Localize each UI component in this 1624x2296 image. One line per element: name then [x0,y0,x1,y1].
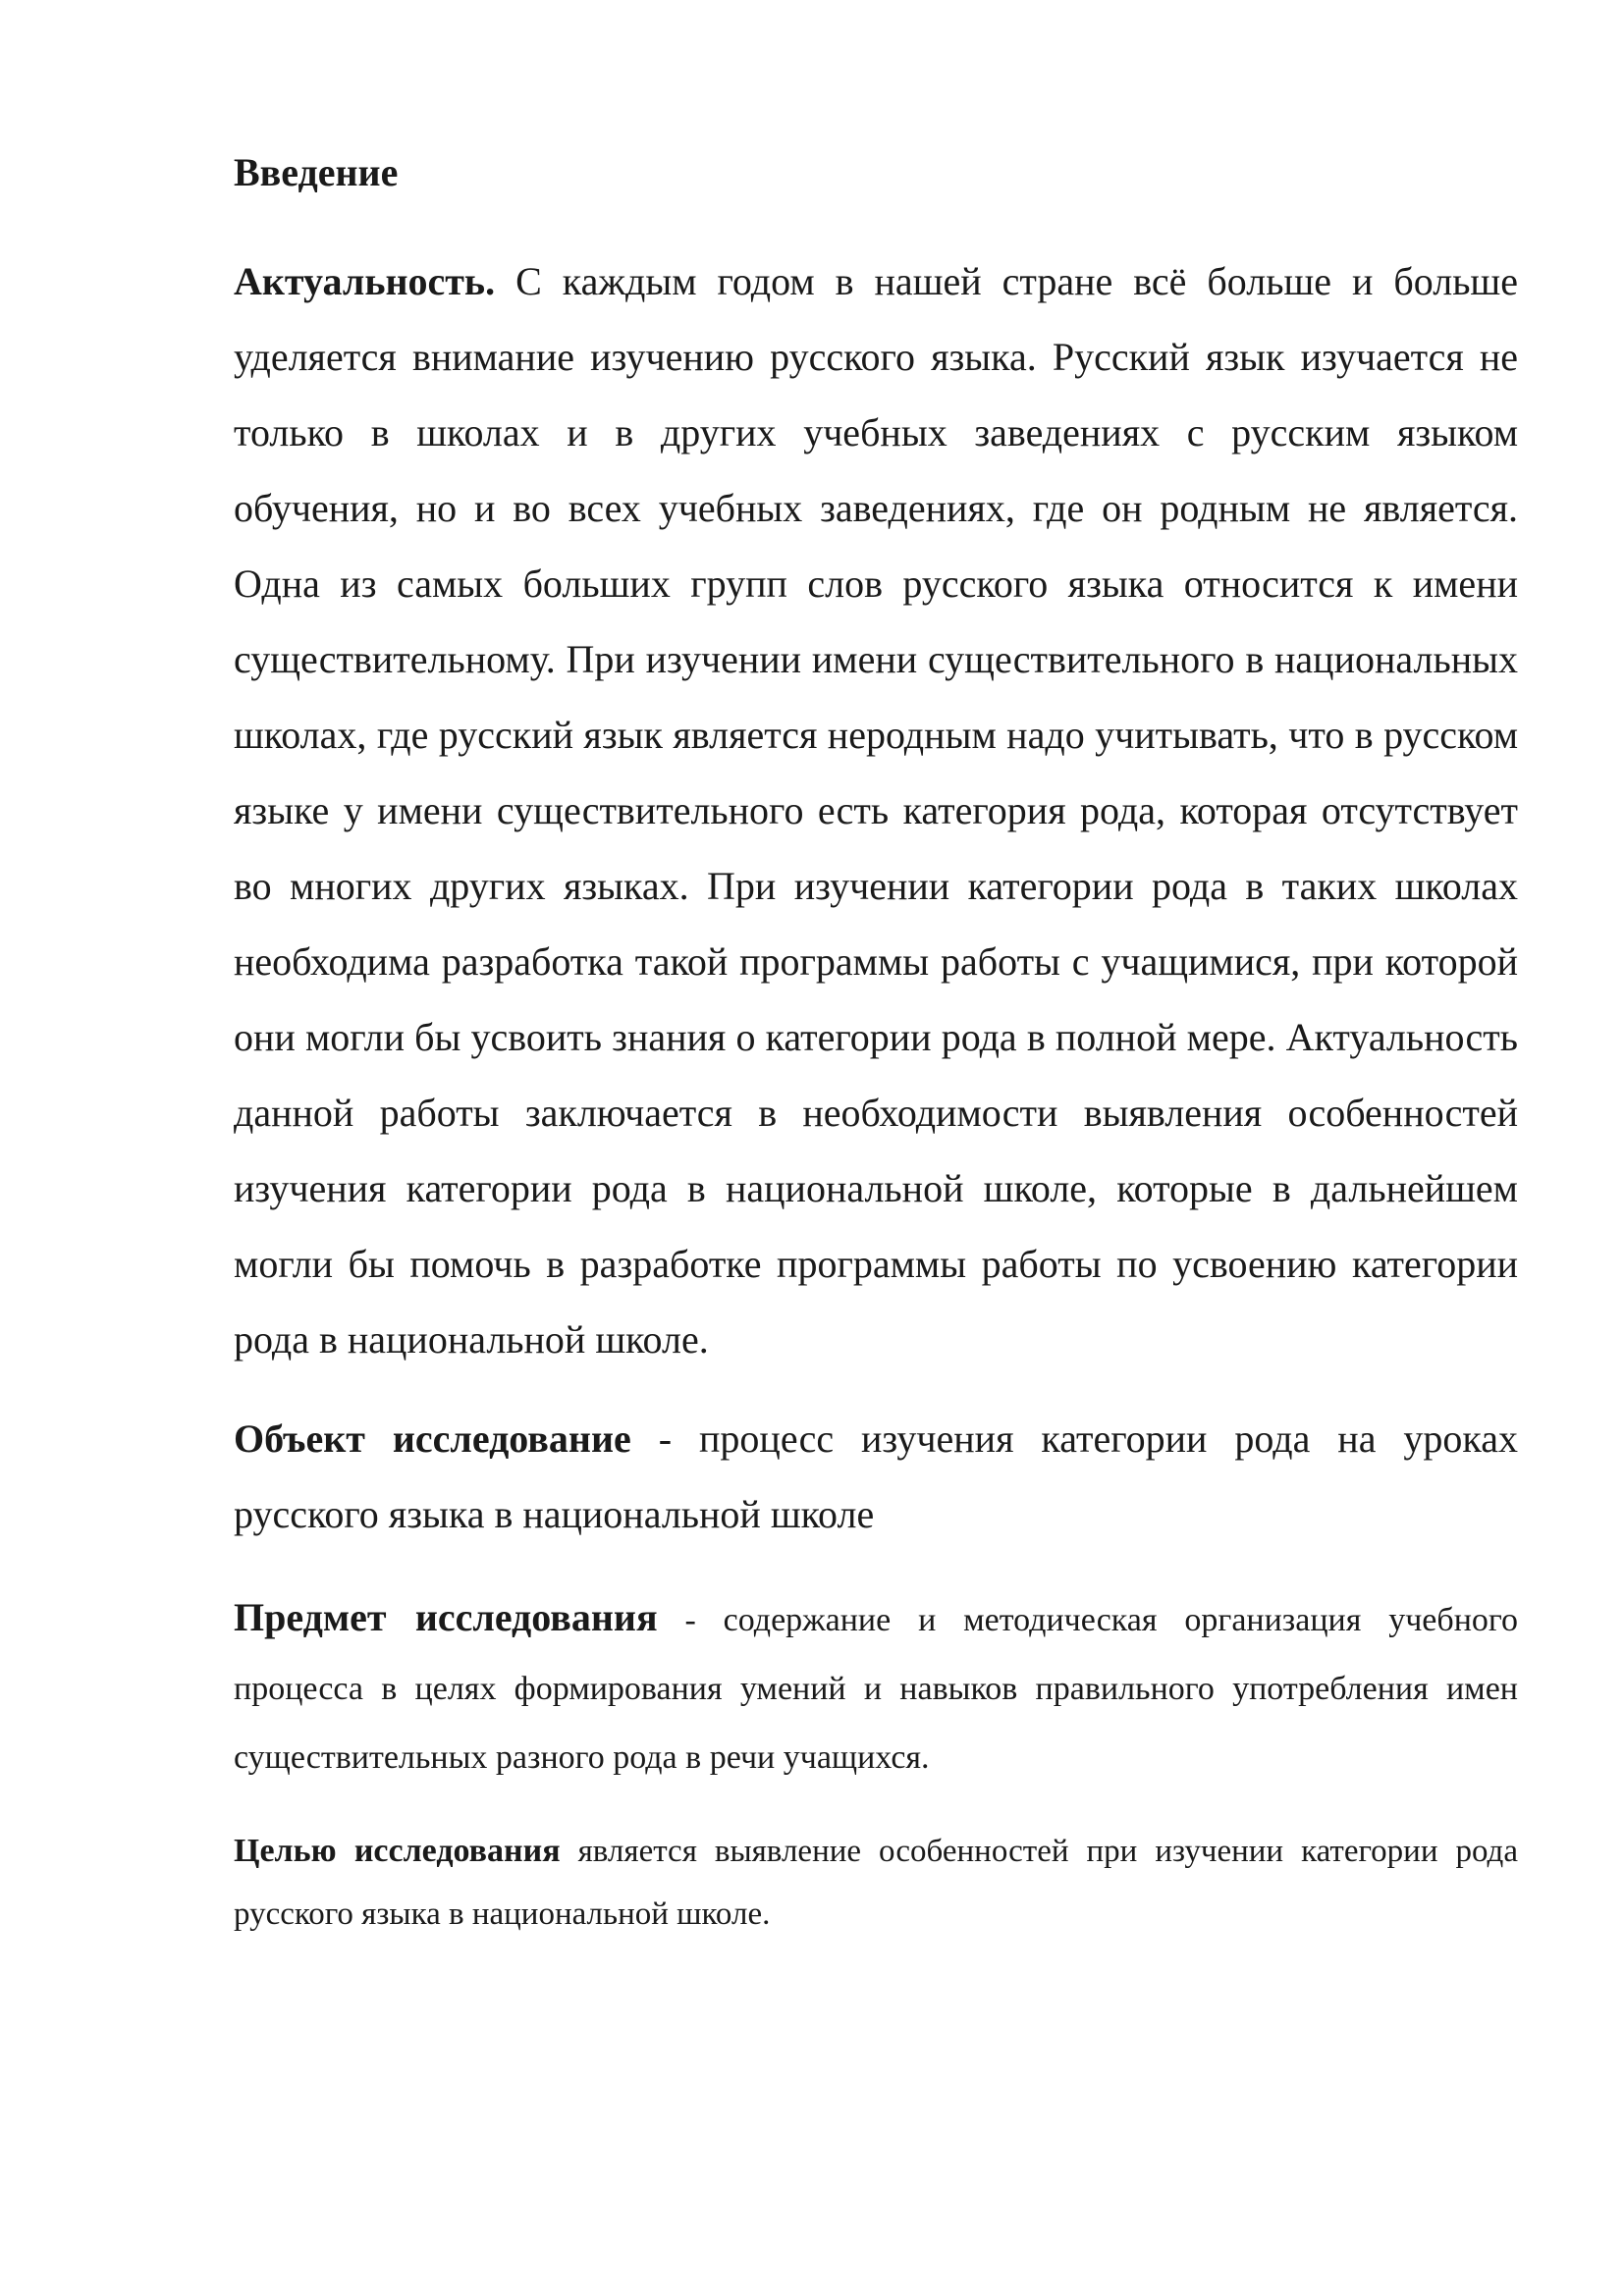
subject-paragraph [234,1583,1518,1792]
subject-text: - содержание и методическая организация учебного процесса в целях формирования умений и навыков правильного употребления имен существительных разного рода в речи учащихся. [234,1602,1518,1776]
goal-lead: Целью исследования [234,1833,561,1869]
object-paragraph [234,1401,1518,1552]
relevance-lead: Актуальность. [234,259,496,303]
document-page [234,147,1518,1946]
goal-paragraph [234,1820,1518,1946]
relevance-paragraph [234,243,1518,1377]
subject-lead: Предмет исследования [234,1595,658,1639]
goal-text: является выявление особенностей при изучении категории рода русского языка в национальной школе. [234,1834,1518,1932]
object-lead: Объект исследование [234,1416,631,1461]
object-text: - процесс изучения категории рода на уроках русского языка в национальной школе [234,1416,1519,1536]
section-heading: Введение [234,150,399,194]
relevance-text: С каждым годом в нашей стране всё больше и больше уделяется внимание изучению русского языка. Русский язык изучается не только в школах и в других учебных заведениях с русским языком обучения, но и во всех учебных заведениях, где он родным не является. Одна из самых больших групп слов русского языка относится к имени существительному. При изучении имени существительного в национальных школах, где русский язык является неродным надо учитывать, что в русском языке у имени существительного есть категория рода, которая отсутствует во многих других языках. При изучении категории рода в таких школах необходима разработка такой программы работы с учащимися, при которой они могли бы усвоить знания о категории рода в полной мере. Актуальность данной работы заключается в необходимости выявления особенностей изучения категории рода в национальной школе, которые в дальнейшем могли бы помочь в разработке программы работы по усвоению категории рода в национальной школе. [234,259,1518,1362]
